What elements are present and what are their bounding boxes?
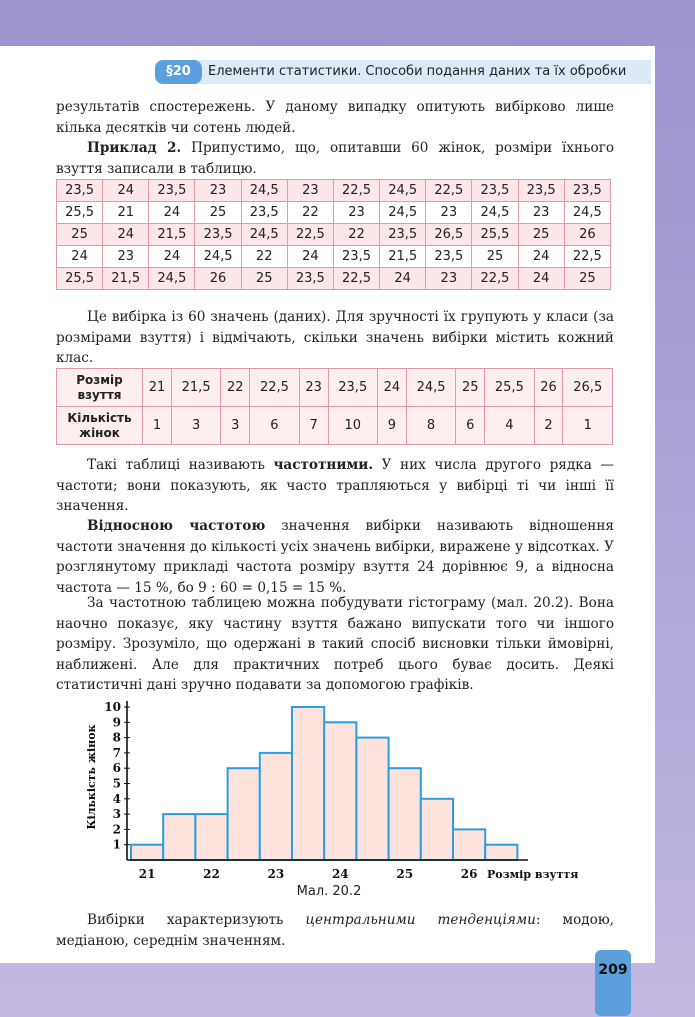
data-table-cell: 23,5 [426, 246, 472, 268]
x-tick-label: 23 [267, 867, 285, 881]
y-tick-label: 1 [112, 837, 121, 852]
data-table-cell: 23,5 [241, 202, 287, 224]
data-table-cell: 25,5 [57, 202, 103, 224]
frequency-size-cell: 21 [143, 369, 172, 407]
data-table-cell: 21,5 [380, 246, 426, 268]
data-table-cell: 23 [426, 202, 472, 224]
histogram-bar [195, 814, 227, 860]
frequency-size-cell: 22 [221, 369, 250, 407]
histogram-bar [356, 738, 388, 860]
section-header [155, 60, 651, 84]
frequency-count-cell: 9 [377, 407, 406, 445]
example-label: Приклад 2. [87, 140, 182, 156]
data-table-cell: 24 [149, 202, 195, 224]
data-table-cell: 24 [380, 268, 426, 290]
data-table-cell: 23,5 [195, 224, 241, 246]
data-table-cell: 23,5 [380, 224, 426, 246]
data-table-cell: 23 [287, 180, 333, 202]
frequency-size-cell: 22,5 [250, 369, 299, 407]
data-table-cell: 24,5 [241, 180, 287, 202]
frequency-size-cell: 24,5 [406, 369, 455, 407]
data-table-row [57, 246, 611, 268]
data-table-cell: 25 [57, 224, 103, 246]
frequency-row-label-sizes: Розмір взуття [57, 369, 143, 407]
data-table-cell: 23,5 [57, 180, 103, 202]
x-tick-label: 25 [396, 867, 414, 881]
frequency-size-cell: 25 [456, 369, 485, 407]
frequency-size-cell: 21,5 [171, 369, 220, 407]
data-table-row [57, 224, 611, 246]
frequency-term: частотними. [273, 457, 374, 473]
data-table-cell: 22,5 [287, 224, 333, 246]
final-text-2: : модою, медіаною, середнім значенням. [56, 912, 615, 949]
histogram-bar [485, 845, 517, 860]
y-tick-label: 3 [112, 807, 121, 822]
data-table-cell: 24,5 [241, 224, 287, 246]
frequency-count-cell: 6 [456, 407, 485, 445]
frequency-row-label-counts: Кількість жінок [57, 407, 143, 445]
data-table-cell: 26,5 [426, 224, 472, 246]
data-table-cell: 23,5 [472, 180, 518, 202]
histogram-bar [324, 722, 356, 860]
y-tick-label: 2 [112, 822, 121, 837]
data-table-cell: 22,5 [472, 268, 518, 290]
data-table-cell: 25 [564, 268, 610, 290]
data-table-cell: 22,5 [333, 268, 379, 290]
frequency-count-cell: 1 [563, 407, 613, 445]
final-text-1: Вибірки характеризують [87, 912, 306, 928]
frequency-size-cell: 23 [299, 369, 328, 407]
frequency-count-cell: 8 [406, 407, 455, 445]
data-table-cell: 24,5 [380, 180, 426, 202]
frequency-table [56, 368, 613, 445]
data-table-row [57, 180, 611, 202]
y-tick-label: 9 [112, 715, 121, 730]
frequency-count-cell: 1 [143, 407, 172, 445]
x-tick-label: 22 [203, 867, 220, 881]
relative-frequency-paragraph [56, 516, 614, 598]
histogram-chart [80, 695, 600, 905]
frequency-text-1: Такі таблиці називають [87, 457, 274, 473]
frequency-paragraph [56, 455, 614, 517]
data-table-cell: 23,5 [333, 246, 379, 268]
data-table-cell: 23,5 [518, 180, 564, 202]
data-table-cell: 23,5 [287, 268, 333, 290]
data-table-row [57, 202, 611, 224]
histogram-bar [292, 707, 324, 860]
frequency-count-cell: 4 [485, 407, 534, 445]
shoe-size-data-table [56, 179, 611, 290]
data-table-cell: 22,5 [564, 246, 610, 268]
frequency-count-cell: 10 [328, 407, 377, 445]
page-number: 209 [595, 950, 631, 1016]
data-table-cell: 23 [103, 246, 149, 268]
x-axis-label: Розмір взуття [487, 868, 579, 881]
final-paragraph [56, 910, 614, 951]
figure-caption: Мал. 20.2 [296, 884, 362, 899]
data-table-cell: 23,5 [564, 180, 610, 202]
histogram-svg [80, 695, 600, 885]
data-table-cell: 24,5 [564, 202, 610, 224]
data-table-cell: 23 [195, 180, 241, 202]
data-table-cell: 21,5 [103, 268, 149, 290]
data-table-cell: 24 [518, 246, 564, 268]
example-paragraph [56, 138, 614, 179]
data-table-cell: 21,5 [149, 224, 195, 246]
x-tick-label: 26 [460, 867, 478, 881]
data-table-row [57, 268, 611, 290]
y-tick-label: 6 [112, 761, 121, 776]
data-table-cell: 25,5 [472, 224, 518, 246]
frequency-count-cell: 3 [171, 407, 220, 445]
data-table-cell: 26 [564, 224, 610, 246]
data-table-cell: 23 [518, 202, 564, 224]
frequency-size-cell: 26,5 [563, 369, 613, 407]
y-tick-label: 5 [112, 776, 121, 791]
data-table-cell: 24,5 [149, 268, 195, 290]
data-table-cell: 24 [103, 180, 149, 202]
relative-frequency-term: Відносною частотою [87, 518, 266, 534]
data-table-cell: 22 [333, 224, 379, 246]
data-table-cell: 25 [518, 224, 564, 246]
data-table-cell: 22 [241, 246, 287, 268]
data-table-cell: 24,5 [380, 202, 426, 224]
x-tick-label: 24 [331, 867, 349, 881]
example-text: Припустимо, що, опитавши 60 жінок, розміри їхнього взуття записали в таблицю. [56, 140, 615, 177]
histogram-bar [131, 845, 163, 860]
data-table-cell: 23 [333, 202, 379, 224]
data-table-cell: 22,5 [426, 180, 472, 202]
relative-frequency-text: значення вибірки називають відношення частоти значення до кількості усіх значень вибірки, виражене у відсотках. У розглянутому прикладі частота розміру взуття 24 дорівнює 9, а відносна частота — 15 %, бо 9 : 60 = 0,15 = 15 %. [56, 518, 614, 596]
frequency-count-cell: 3 [221, 407, 250, 445]
data-table-cell: 25 [241, 268, 287, 290]
data-table-cell: 25 [195, 202, 241, 224]
frequency-count-cell: 7 [299, 407, 328, 445]
data-table-cell: 23,5 [149, 180, 195, 202]
frequency-count-cell: 6 [250, 407, 299, 445]
section-number-badge: §20 [155, 60, 202, 84]
frequency-size-cell: 26 [534, 369, 563, 407]
y-tick-label: 8 [112, 730, 121, 745]
y-tick-label: 7 [112, 745, 121, 760]
y-tick-label: 4 [112, 791, 121, 806]
histogram-bar [389, 768, 421, 860]
histogram-bar [421, 799, 453, 860]
frequency-count-cell: 2 [534, 407, 563, 445]
data-table-cell: 24 [103, 224, 149, 246]
histogram-bar [260, 753, 292, 860]
frequency-size-cell: 24 [377, 369, 406, 407]
data-table-cell: 24 [149, 246, 195, 268]
data-table-cell: 25,5 [57, 268, 103, 290]
x-tick-label: 21 [138, 867, 156, 881]
data-table-cell: 24 [57, 246, 103, 268]
data-table-cell: 24 [518, 268, 564, 290]
frequency-row-counts [57, 407, 613, 445]
frequency-row-sizes [57, 369, 613, 407]
histogram-bar [453, 829, 485, 860]
data-table-cell: 26 [195, 268, 241, 290]
grouping-paragraph: Це вибірка із 60 значень (даних). Для зручності їх групують у класи (за розмірами взуття) і відмічають, скільки значень вибірки містить кожний клас. [56, 309, 614, 366]
section-title: Елементи статистики. Способи подання даних та їх обробки [208, 64, 627, 79]
data-table-cell: 24,5 [472, 202, 518, 224]
data-table-cell: 21 [103, 202, 149, 224]
histogram-paragraph: За частотною таблицею можна побудувати гістограму (мал. 20.2). Вона наочно показує, яку частину взуття бажано випускати того чи іншого розміру. Зрозуміло, що одержані в такий спосіб висновки тільки ймовірні, наближені. Але для практичних потреб цього буває досить. Деякі статистичні дані зручно подавати за допомогою графіків. [56, 595, 614, 693]
data-table-cell: 25 [472, 246, 518, 268]
y-tick-label: 10 [104, 700, 121, 714]
frequency-size-cell: 25,5 [485, 369, 534, 407]
frequency-text-2: У них числа другого рядка — частоти; вони показують, як часто трапляються у вибірці ті чи інші її значення. [56, 457, 614, 514]
central-tendencies-term: центральними тенденціями [305, 912, 536, 928]
data-table-cell: 24 [287, 246, 333, 268]
data-table-cell: 23 [426, 268, 472, 290]
data-table-cell: 24,5 [195, 246, 241, 268]
data-table-cell: 22 [287, 202, 333, 224]
frequency-size-cell: 23,5 [328, 369, 377, 407]
y-axis-label: Кількість жінок [85, 724, 98, 830]
intro-paragraph: результатів спостережень. У даному випадку опитують вибірково лише кілька десятків чи сотень людей. [56, 99, 614, 136]
histogram-bar [228, 768, 260, 860]
data-table-cell: 22,5 [333, 180, 379, 202]
histogram-bar [163, 814, 195, 860]
